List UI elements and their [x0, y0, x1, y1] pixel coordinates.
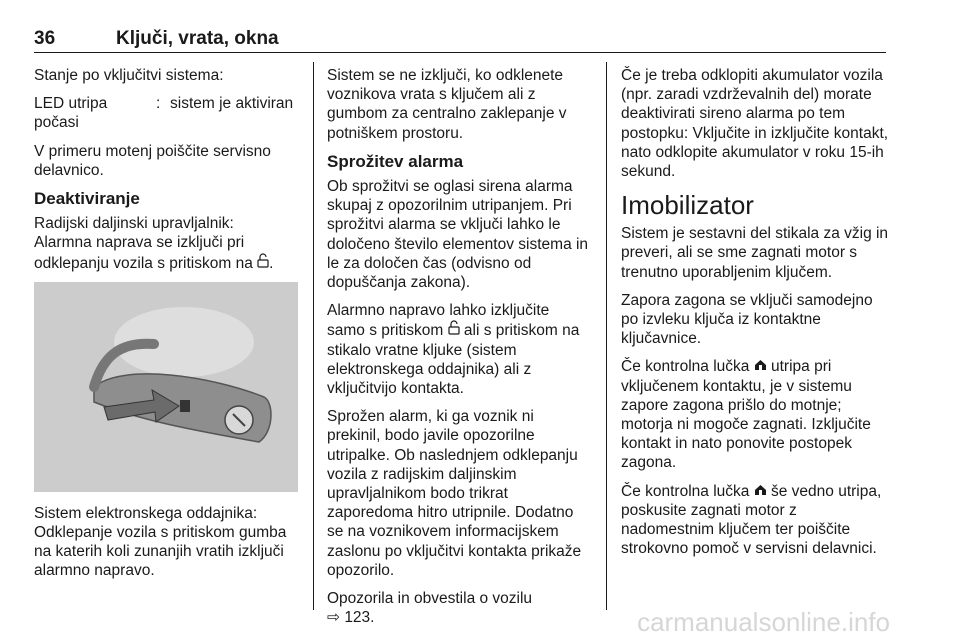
paragraph: Sistem je sestavni del stikala za vžig in preveri, ali se sme zagnati motor s trenutno uporabljenim ključem. — [621, 225, 889, 281]
paragraph: Če kontrolna lučka utripa pri vključenem kontaktu, je v sistemu zapore zagona prišlo do motnje; motorja ni mogoče zagnati. Izključite kontakt in nato ponovite postopek zagona. — [621, 358, 871, 472]
table-key: LED utripa — [34, 95, 108, 113]
table-value: sistem je aktiviran — [170, 95, 294, 113]
paragraph: Opozorila in obvestila o vozilu ⇨ 123. — [327, 590, 533, 627]
section-heading: Sprožitev alarma — [327, 151, 464, 171]
paragraph: Stanje po vključitvi sistema: — [34, 67, 224, 84]
page-reference[interactable]: 123. — [344, 609, 375, 627]
watermark: carmanualsonline.info — [637, 607, 890, 637]
paragraph: Radijski daljinski upravljalnik: Alarmna naprava se izključi pri odklepanju vozila s pritiskom na . — [34, 215, 274, 272]
status-table — [34, 94, 298, 132]
paragraph: Zapora zagona se vključi samodejno po izvleku ključa iz kontaktne ključavnice. — [621, 291, 873, 348]
paragraph: Ob sprožitvi se oglasi sirena alarma skupaj z opozorilnim utripanjem. Pri sprožitvi alarma se vključi lahko le določeno število elementov sistema in le za določen čas (odvisno od dopuščanja zakona). — [327, 178, 589, 292]
paragraph: Sistem elektronskega oddajnika: Odklepanje vozila s pritiskom gumba na katerih koli zunanjih vratih izključi alarmno napravo. — [34, 504, 287, 580]
paragraph: Sistem se ne izključi, ko odklenete voznikova vrata s ključem ali z gumbom za centralno zaklepanje v potniškem prostoru. — [327, 67, 567, 142]
table-separator: : — [156, 95, 161, 113]
table-key: počasi — [34, 114, 79, 132]
section-heading: Imobilizator — [621, 190, 754, 221]
immobilizer-icon — [754, 357, 767, 376]
page-header — [34, 28, 886, 53]
paragraph: V primeru motenj poiščite servisno delavnico. — [34, 142, 271, 179]
paragraph: Če kontrolna lučka še vedno utripa, poskusite zagnati motor z nadomestnim ključem ter poiščite strokovno pomoč v servisni delavnici. — [621, 482, 882, 558]
reference-arrow-icon: ⇨ — [327, 609, 340, 627]
paragraph: Sprožen alarm, ki ga voznik ni prekinil, bodo javile opozorilne utripalke. Ob naslednjem odklepanju vozila z radijskim daljinskim upravljalnikom bodo trikrat zaporedoma hitro utripnile. Dodatno se na voznikovem informacijskem zaslonu po vključitvi kontakta prikaže opozorilo. — [327, 408, 582, 579]
unlock-icon — [257, 253, 269, 273]
unlock-icon — [448, 320, 460, 340]
column-3 — [621, 66, 889, 567]
column-divider — [606, 62, 607, 610]
column-2 — [327, 66, 591, 636]
paragraph: Alarmno napravo lahko izključite samo s pritiskom ali s pritiskom na stikalo vratne kljuke (sistem elektronskega oddajnika) ali z vključitvijo kontakta. — [327, 302, 580, 398]
page-number: 36 — [34, 28, 56, 49]
column-1 — [34, 66, 298, 590]
chapter-title: Ključi, vrata, okna — [116, 28, 279, 49]
immobilizer-icon — [754, 482, 767, 501]
door-handle-illustration — [34, 282, 298, 492]
paragraph: Če je treba odklopiti akumulator vozila (npr. zaradi vzdrževalnih del) morate deaktivirati sireno alarma po tem postopku: Vključite in izključite kontakt, nato odklopite akumulator v roku 15-ih sekund. — [621, 67, 889, 181]
column-divider — [313, 62, 314, 610]
section-heading: Deaktiviranje — [34, 189, 140, 209]
